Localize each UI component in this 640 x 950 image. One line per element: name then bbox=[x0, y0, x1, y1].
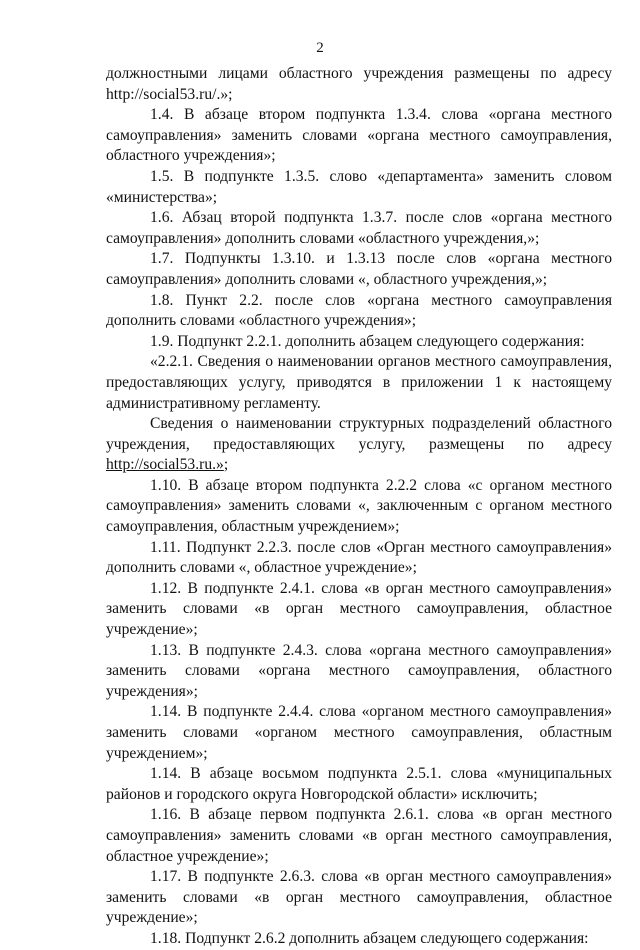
paragraph-continuation bbox=[106, 64, 612, 105]
amendment-1-4: 1.4. В абзаце втором подпункта 1.3.4. слова «органа местного самоуправления» заменить словами «органа местного самоуправления, областного учреждения»; bbox=[106, 106, 612, 165]
paragraph-tail: ; bbox=[223, 456, 229, 474]
amendment-1-14-a: 1.14. В подпункте 2.4.4. слова «органом местного самоуправления» заменить словами «органом местного самоуправления, областным учреждением»; bbox=[106, 703, 612, 762]
amendment-1-17: 1.17. В подпункте 2.6.3. слова «в орган местного самоуправления» заменить словами «в орган местного самоуправления, областное учреждение»; bbox=[106, 868, 612, 927]
amendment-1-5: 1.5. В подпункте 1.3.5. слово «департамента» заменить словом «министерства»; bbox=[106, 167, 612, 206]
social53-link[interactable]: http://social53.ru.» bbox=[106, 456, 224, 474]
amendment-1-7: 1.7. Подпункты 1.3.10. и 1.3.13 после слов «органа местного самоуправления» дополнить словами «, областного учреждения,»; bbox=[106, 250, 612, 288]
amendment-1-18: 1.18. Подпункт 2.6.2 дополнить абзацем следующего содержания: bbox=[150, 929, 589, 947]
page-number: 2 bbox=[316, 40, 324, 56]
document-body bbox=[106, 64, 612, 950]
amendment-1-6: 1.6. Абзац второй подпункта 1.3.7. после слов «органа местного самоуправления» дополнить словами «областного учреждения,»; bbox=[106, 209, 612, 247]
quoted-paragraph-2-2-1: «2.2.1. Сведения о наименовании органов местного самоуправления, предоставляющих услугу, приводятся в приложении 1 к настоящему административному регламенту. bbox=[106, 353, 612, 412]
amendment-1-13: 1.13. В подпункте 2.4.3. слова «органа местного самоуправления» заменить словами «органа местного самоуправления, областного учреждения»; bbox=[106, 641, 612, 700]
paragraph-text: должностными лицами областного учреждения размещены по адресу http://social53.ru/.»; bbox=[106, 65, 612, 103]
paragraph-text: Сведения о наименовании структурных подразделений областного учреждения, предоставляющих услугу, размещены по адресу bbox=[106, 415, 612, 453]
amendment-1-10: 1.10. В абзаце втором подпункта 2.2.2 слова «с органом местного самоуправления» заменить словами «, заключенным с органом местного самоуправления, областным учреждением»; bbox=[106, 476, 612, 536]
amendment-1-12: 1.12. В подпункте 2.4.1. слова «в орган местного самоуправления» заменить словами «в орган местного самоуправления, областное учреждение»; bbox=[106, 579, 612, 639]
quoted-paragraph-structural-units bbox=[106, 414, 612, 476]
amendment-1-16: 1.16. В абзаце первом подпункта 2.6.1. слова «в орган местного самоуправления» заменить словами «в орган местного самоуправления, областное учреждение»; bbox=[106, 806, 612, 865]
amendment-1-8: 1.8. Пункт 2.2. после слов «органа местного самоуправления дополнить словами «областного учреждения»; bbox=[106, 291, 612, 330]
amendment-1-11: 1.11. Подпункт 2.2.3. после слов «Орган местного самоуправления» дополнить словами «, областное учреждение»; bbox=[106, 538, 612, 577]
amendment-1-14-b: 1.14. В абзаце восьмом подпункта 2.5.1. слова «муниципальных районов и городского округа Новгородской области» исключить; bbox=[106, 765, 612, 803]
amendment-1-9: 1.9. Подпункт 2.2.1. дополнить абзацем следующего содержания: bbox=[150, 332, 585, 350]
